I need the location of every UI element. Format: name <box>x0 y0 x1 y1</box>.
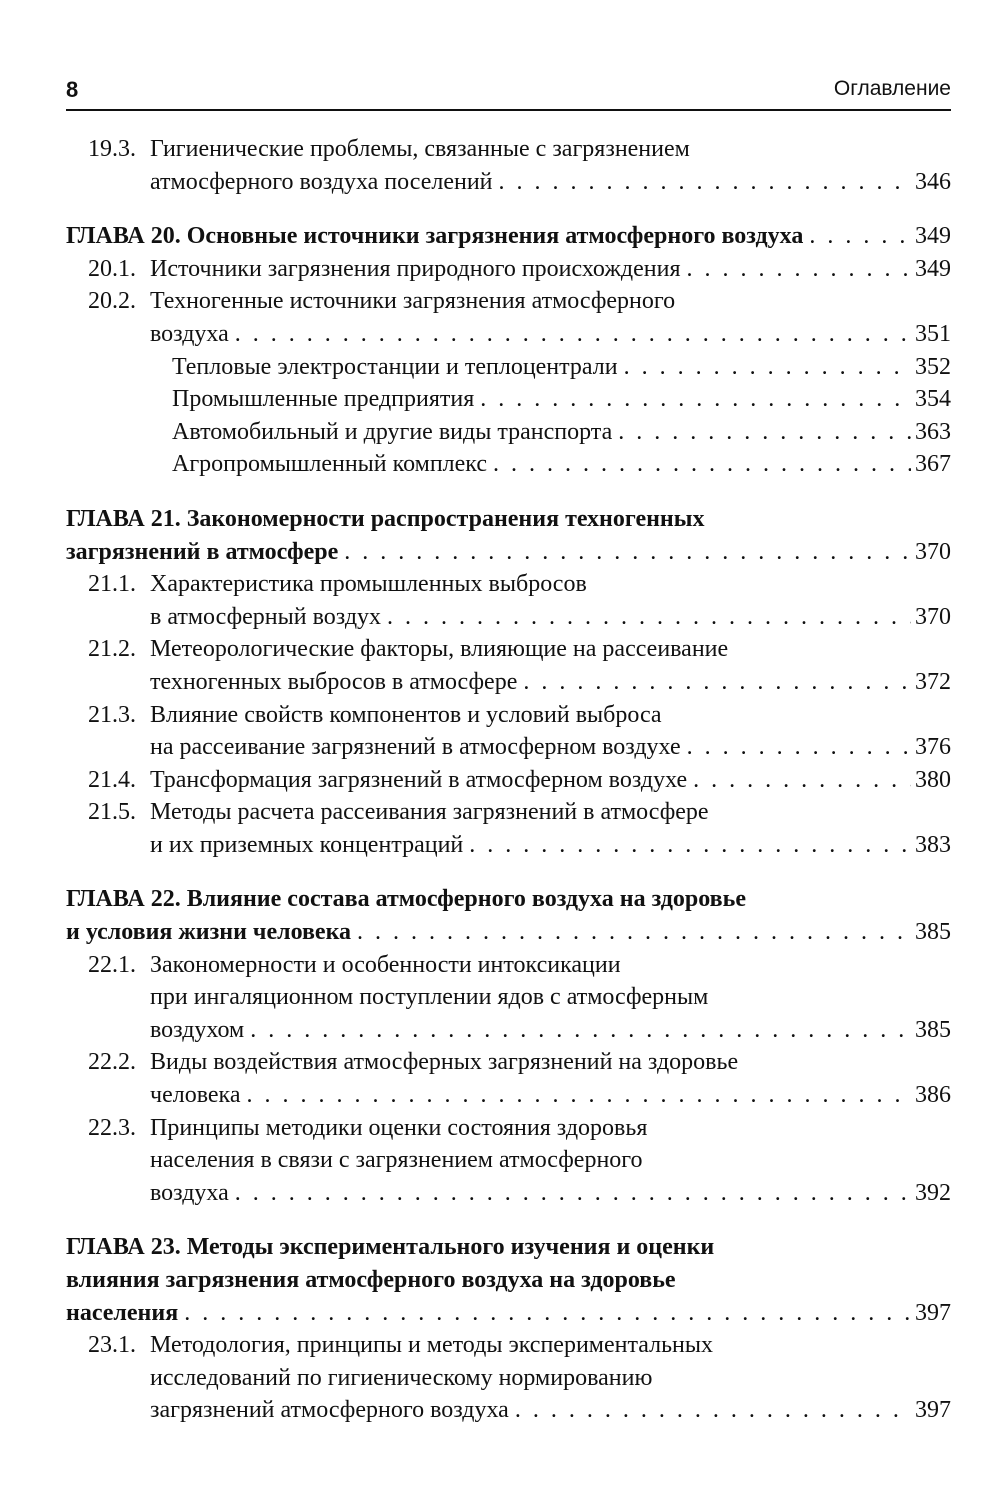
running-title: Оглавление <box>833 77 951 100</box>
page-ref: 380 <box>915 766 951 793</box>
section-title: Методология, принципы и методы экспериментальных <box>150 1332 714 1359</box>
toc-entry-21-5 <box>66 796 951 861</box>
chapter-title-cont: влияния загрязнения атмосферного воздуха на здоровье <box>66 1267 676 1293</box>
page-number: 8 <box>66 77 79 102</box>
leader-dots <box>480 383 911 416</box>
toc-subentry-transport <box>66 416 951 449</box>
toc-entry-22-1 <box>66 949 951 1047</box>
section-title: Трансформация загрязнений в атмосферном воздухе <box>150 766 688 793</box>
chapter-title-cont: и условия жизни человека <box>66 919 352 946</box>
leader-dots <box>523 666 911 699</box>
toc-entry-21-2 <box>66 633 951 698</box>
section-number: 21.1. <box>88 571 136 598</box>
section-number: 21.2. <box>88 636 136 663</box>
leader-dots <box>469 829 911 862</box>
toc-entry-20-1 <box>66 253 951 286</box>
section-title: Виды воздействия атмосферных загрязнений на здоровье <box>150 1049 739 1076</box>
page-ref: 376 <box>915 734 951 761</box>
section-title-cont: воздуха <box>150 320 229 347</box>
leader-dots <box>250 1014 911 1047</box>
toc-entry-20-2 <box>66 285 951 350</box>
leader-dots <box>235 318 911 351</box>
toc-entry-21-4 <box>66 764 951 797</box>
section-title: Метеорологические факторы, влияющие на рассеивание <box>150 636 729 663</box>
subsection-title: Автомобильный и другие виды транспорта <box>172 418 613 445</box>
toc-entry-23-1 <box>66 1329 951 1427</box>
section-number: 20.1. <box>88 255 136 282</box>
section-title: Характеристика промышленных выбросов <box>150 571 587 598</box>
page-ref: 351 <box>915 320 951 347</box>
section-title-cont: на рассеивание загрязнений в атмосферном воздухе <box>150 734 681 761</box>
section-title-cont: человека <box>150 1082 241 1109</box>
chapter-title: ГЛАВА 21. Закономерности распространения техногенных <box>66 505 705 532</box>
page-ref: 372 <box>915 668 951 695</box>
page-ref: 346 <box>915 168 951 195</box>
leader-dots <box>693 764 911 797</box>
subsection-title: Промышленные предприятия <box>172 386 475 413</box>
chapter-title: ГЛАВА 20. Основные источники загрязнения атмосферного воздуха <box>66 223 804 250</box>
toc-entry-19-3 <box>66 133 951 198</box>
section-title-cont: техногенных выбросов в атмосфере <box>150 668 518 695</box>
toc-entry-21-1 <box>66 568 951 633</box>
toc-chapter-21 <box>66 503 951 568</box>
page-ref: 386 <box>915 1082 951 1109</box>
leader-dots <box>357 916 911 949</box>
section-number: 22.2. <box>88 1049 136 1076</box>
section-number: 21.3. <box>88 701 136 728</box>
section-number: 20.2. <box>88 288 136 315</box>
section-title-cont: воздухом <box>150 1016 245 1043</box>
page-ref: 354 <box>915 386 951 413</box>
subsection-title: Тепловые электростанции и теплоцентрали <box>172 353 618 380</box>
leader-dots <box>809 220 911 253</box>
leader-dots <box>687 731 911 764</box>
section-number: 19.3. <box>88 136 136 162</box>
leader-dots <box>184 1297 911 1330</box>
page-ref: 352 <box>915 353 951 380</box>
leader-dots <box>618 416 911 449</box>
section-title: Методы расчета рассеивания загрязнений в атмосфере <box>150 799 709 826</box>
leader-dots <box>624 351 911 384</box>
section-title: Принципы методики оценки состояния здоровья <box>150 1114 648 1141</box>
toc-chapter-22 <box>66 883 951 948</box>
subsection-title: Агропромышленный комплекс <box>172 451 487 478</box>
leader-dots <box>247 1079 912 1112</box>
leader-dots <box>515 1394 911 1427</box>
chapter-title-cont: загрязнений в атмосфере <box>66 538 339 565</box>
leader-dots <box>687 253 912 286</box>
toc-entry-21-3 <box>66 699 951 764</box>
section-title-cont: загрязнений атмосферного воздуха <box>150 1397 509 1424</box>
section-title: Закономерности и особенности интоксикации <box>150 951 621 978</box>
section-number: 22.1. <box>88 951 136 978</box>
section-title-cont: в атмосферный воздух <box>150 603 382 630</box>
chapter-title-cont: населения <box>66 1299 179 1326</box>
section-title-cont: исследований по гигиеническому нормированию <box>150 1364 653 1391</box>
section-title-cont: населения в связи с загрязнением атмосферного <box>150 1147 643 1174</box>
section-title-cont: при ингаляционном поступлении ядов с атмосферным <box>150 984 709 1011</box>
toc-chapter-23 <box>66 1231 951 1329</box>
leader-dots <box>235 1177 911 1210</box>
toc-subentry-agro <box>66 448 951 481</box>
toc-entry-22-3 <box>66 1112 951 1210</box>
section-number: 23.1. <box>88 1332 136 1359</box>
page-ref: 392 <box>915 1179 951 1206</box>
page-header <box>66 75 951 109</box>
chapter-title: ГЛАВА 22. Влияние состава атмосферного воздуха на здоровье <box>66 886 746 913</box>
leader-dots <box>387 601 911 634</box>
page-ref: 370 <box>915 538 951 565</box>
toc-entry-22-2 <box>66 1046 951 1111</box>
toc-subentry-industrial <box>66 383 951 416</box>
page-ref: 385 <box>915 919 951 946</box>
leader-dots <box>499 166 911 199</box>
page-ref: 397 <box>915 1299 951 1326</box>
page-ref: 349 <box>915 223 951 250</box>
section-number: 22.3. <box>88 1114 136 1141</box>
page-ref: 349 <box>915 255 951 282</box>
section-title-cont: воздуха <box>150 1179 229 1206</box>
section-title: Техногенные источники загрязнения атмосферного <box>150 288 676 315</box>
page-ref: 363 <box>915 418 951 445</box>
header-rule <box>66 109 951 111</box>
section-title-cont: атмосферного воздуха поселений <box>150 168 493 195</box>
toc-chapter-20 <box>66 220 951 253</box>
section-title: Влияние свойств компонентов и условий выброса <box>150 701 662 728</box>
table-of-contents <box>66 133 951 1427</box>
section-title: Источники загрязнения природного происхождения <box>150 255 681 282</box>
section-title-cont: и их приземных концентраций <box>150 831 464 858</box>
leader-dots <box>344 536 911 569</box>
leader-dots <box>493 448 911 481</box>
section-number: 21.5. <box>88 799 136 826</box>
page-ref: 397 <box>915 1397 951 1424</box>
page-ref: 367 <box>915 451 951 478</box>
page-ref: 370 <box>915 603 951 630</box>
page-ref: 385 <box>915 1016 951 1043</box>
page-ref: 383 <box>915 831 951 858</box>
toc-subentry-thermal-power <box>66 351 951 384</box>
section-title: Гигиенические проблемы, связанные с загрязнением <box>150 136 690 162</box>
section-number: 21.4. <box>88 766 136 793</box>
chapter-title: ГЛАВА 23. Методы экспериментального изучения и оценки <box>66 1234 715 1261</box>
